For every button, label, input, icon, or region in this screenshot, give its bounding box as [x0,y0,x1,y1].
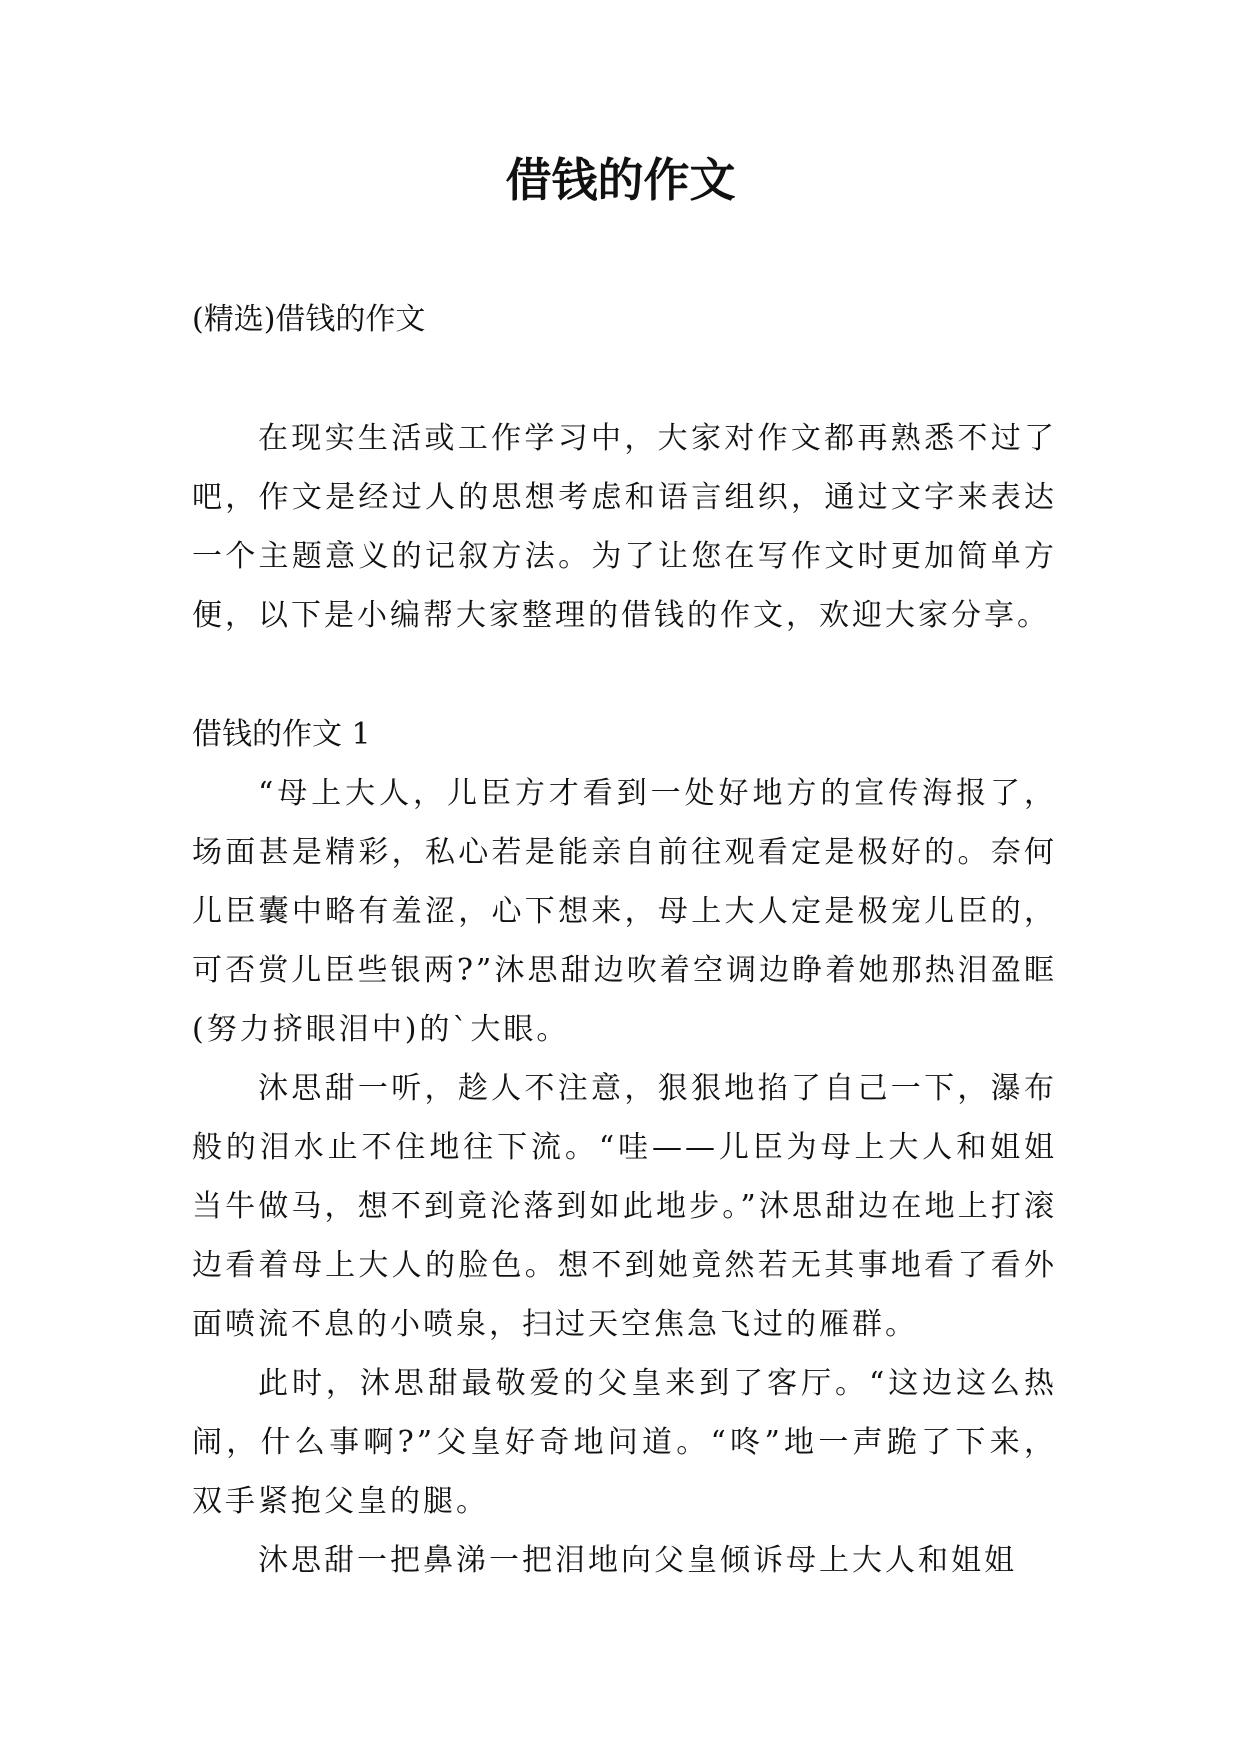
body-paragraph-1: “母上大人，儿臣方才看到一处好地方的宣传海报了，场面甚是精彩，私心若是能亲自前往观看定是极好的。奈何儿臣囊中略有羞涩，心下想来，母上大人定是极宠儿臣的，可否赏儿臣些银两?”沐思甜边吹着空调边睁着她那热泪盈眶(努力挤眼泪中)的`大眼。 [192,776,1057,1047]
body-paragraph-2: 沐思甜一听，趁人不注意，狠狠地掐了自己一下，瀑布般的泪水止不住地往下流。“哇——儿臣为母上大人和姐姐当牛做马，想不到竟沦落到如此地步。”沐思甜边在地上打滚边看着母上大人的脸色。想不到她竟然若无其事地看了看外面喷流不息的小喷泉，扫过天空焦急飞过的雁群。 [192,1071,1057,1342]
section-heading: 借钱的作文 1 [192,717,371,752]
document-subtitle: (精选)借钱的作文 [192,302,426,337]
body-paragraph-4: 沐思甜一把鼻涕一把泪地向父皇倾诉母上大人和姐姐 [258,1543,1017,1578]
intro-paragraph: 在现实生活或工作学习中，大家对作文都再熟悉不过了吧，作文是经过人的思想考虑和语言组织，通过文字来表达一个主题意义的记叙方法。为了让您在写作文时更加简单方便，以下是小编帮大家整理的借钱的作文，欢迎大家分享。 [192,421,1057,633]
document-title: 借钱的作文 [505,153,736,207]
document-body [192,290,1057,1590]
body-paragraph-3: 此时，沐思甜最敬爱的父皇来到了客厅。“这边这么热闹，什么事啊?”父皇好奇地问道。“咚”地一声跪了下来，双手紧抱父皇的腿。 [192,1366,1057,1519]
